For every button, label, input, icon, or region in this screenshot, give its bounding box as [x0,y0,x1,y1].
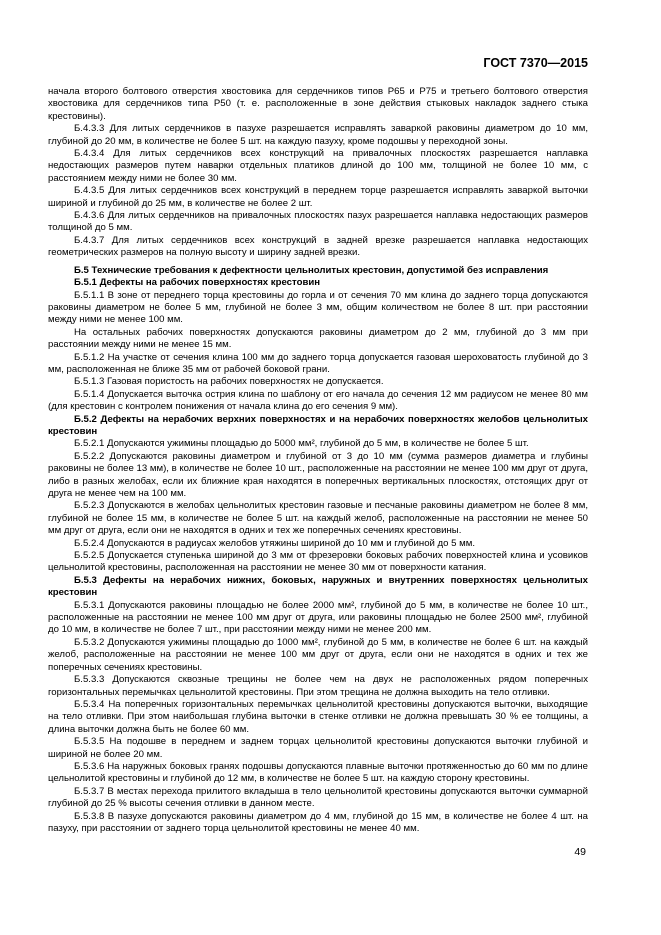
paragraph: начала второго болтового отверстия хвостовика для сердечников типов Р65 и Р75 и третьего болтового отверстия хвостовика для сердечников типа Р50 (т. е. расположенные в зоне действия стыковых накладок заднего стыка крестовины). [48,86,588,122]
paragraph: Б.5.2.3 Допускаются в желобах цельнолитых крестовин газовые и песчаные раковины диаметром не более 8 мм, глубиной не более 15 мм, в количестве не более 5 шт. на каждый желоб, расположенные на расстоянии не менее 50 мм друг от друга, если они не находятся в одних и тех же поперечных сечениях крестовины. [48,500,588,537]
subsection-heading: Б.5.3 Дефекты на нерабочих нижних, боковых, наружных и внутренних поверхностях цельнолитых крестовин [48,574,588,599]
paragraph: Б.5.3.8 В пазухе допускаются раковины диаметром до 4 мм, глубиной до 15 мм, в количестве не более 4 шт. на пазуху, при расстоянии от заднего торца цельнолитой крестовины не менее 40 мм. [48,810,588,834]
paragraph: Б.5.1.3 Газовая пористость на рабочих поверхностях не допускается. [74,376,384,388]
paragraph: Б.5.3.5 На подошве в переднем и заднем торцах цельнолитой крестовины допускаются выточки глубиной и шириной не более 20 мм. [48,736,588,760]
paragraph: Б.4.3.7 Для литых сердечников всех конструкций в задней врезке разрешается наплавка недостающих геометрических размеров на полную высоту и ширину задней врезки. [48,234,588,259]
paragraph: Б.4.3.3 Для литых сердечников в пазухе разрешается исправлять заваркой раковины диаметром до 10 мм, глубиной до 20 мм, в количестве не более 5 шт. на каждую пазуху, кроме подошвы у переходной зоны. [48,123,588,147]
paragraph: Б.5.3.7 В местах перехода прилитого вкладыша в тело цельнолитой крестовины допускаются выточки суммарной глубиной до 25 % высоты сечения отливки в данном месте. [48,785,588,810]
paragraph: Б.5.2.5 Допускается ступенька шириной до 3 мм от фрезеровки боковых рабочих поверхностей клина и усовиков цельнолитой крестовины, расположенная на расстоянии не менее 30 мм от поверхности катания. [48,550,588,574]
paragraph: Б.5.2.1 Допускаются ужимины площадью до 5000 мм², глубиной до 5 мм, в количестве не более 5 шт. [74,438,529,450]
paragraph: Б.5.3.4 На поперечных горизонтальных перемычках цельнолитой крестовины допускаются выточки, выходящие на тело отливки. При этом наибольшая глубина выточки в стенке отливки не должна превышать 30 % ее толщины, а длина выточки должна быть не более 60 мм. [48,698,588,735]
paragraph: Б.5.2.2 Допускаются раковины диаметром и глубиной от 3 до 10 мм (сумма размеров диаметра и глубины раковины не более 13 мм), в количестве не более 10 шт., расположенные на расстоянии не менее 100 мм друг от друга, либо в разных желобах, если их ближние края находятся в поперечных вертикальных плоскостях, отстоящих друг от друга не менее чем на 100 мм. [48,450,588,499]
paragraph: Б.5.2.4 Допускаются в радиусах желобов утяжины шириной до 10 мм и глубиной до 5 мм. [74,537,476,549]
paragraph: Б.5.1.4 Допускается выточка острия клина по шаблону от его начала до сечения 12 мм радиусом не менее 80 мм (для крестовин с контролем понижения от начала клина до его сечения 9 мм). [48,388,588,413]
paragraph: Б.5.1.2 На участке от сечения клина 100 мм до заднего торца допускается газовая шероховатость глубиной до 3 мм, расположенная не ближе 35 мм от рабочей боковой грани. [48,351,588,375]
subsection-heading: Б.5.1 Дефекты на рабочих поверхностях крестовин [74,277,321,289]
document-header: ГОСТ 7370—2015 [483,56,588,70]
paragraph: Б.4.3.5 Для литых сердечников всех конструкций в переднем торце разрешается исправлять заваркой выточки шириной и глубиной до 25 мм, в количестве не более 2 шт. [48,185,588,209]
paragraph: На остальных рабочих поверхностях допускаются раковины диаметром до 2 мм, глубиной до 3 мм при расстоянии между ними не менее 15 мм. [48,326,588,351]
paragraph: Б.5.1.1 В зоне от переднего торца крестовины до горла и от сечения 70 мм клина до заднего торца допускаются раковины диаметром не более 5 мм, глубиной не более 3 мм, общим количеством не более 8 шт. при расстоянии между ними не менее 100 мм. [48,289,588,326]
document-body [48,86,588,835]
paragraph: Б.5.3.1 Допускаются раковины площадью не более 2000 мм², глубиной до 5 мм, в количестве не более 10 шт., расположенные на расстоянии не менее 100 мм друг от друга, или раковины площадью не более 2500 мм², глубиной до 10 мм, в количестве не более 7 шт., при расстоянии между ними не менее 200 мм. [48,599,588,636]
page-number: 49 [574,846,586,858]
paragraph: Б.5.3.3 Допускаются сквозные трещины не более чем на двух не расположенных рядом поперечных горизонтальных перемычках цельнолитой крестовины. При этом трещина не должна выходить на тело отливки. [48,674,588,698]
section-heading: Б.5 Технические требования к дефектности цельнолитых крестовин, допустимой без исправления [74,264,549,276]
paragraph: Б.4.3.6 Для литых сердечников на привалочных плоскостях пазух разрешается наплавка недостающих размеров толщиной до 5 мм. [48,210,588,234]
subsection-heading: Б.5.2 Дефекты на нерабочих верхних поверхностях и на нерабочих поверхностях желобов цельнолитых крестовин [48,413,588,437]
paragraph: Б.4.3.4 Для литых сердечников всех конструкций на привалочных плоскостях разрешается наплавка недостающих размеров путем наварки отдельных платиков длиной до 100 мм, толщиной не более 10 мм, с расстоянием между ними не более 30 мм. [48,148,588,184]
paragraph: Б.5.3.2 Допускаются ужимины площадью до 1000 мм², глубиной до 5 мм, в количестве не более 6 шт. на каждый желоб, расположенные на расстоянии не менее 100 мм друг от друга, если они не находятся в одних и тех же поперечных сечениях крестовины. [48,636,588,673]
paragraph: Б.5.3.6 На наружных боковых гранях подошвы допускаются плавные выточки протяженностью до 60 мм по длине цельнолитой крестовины и глубиной до 12 мм, в количестве не более 5 шт. на каждую сторону крестовины. [48,760,588,785]
